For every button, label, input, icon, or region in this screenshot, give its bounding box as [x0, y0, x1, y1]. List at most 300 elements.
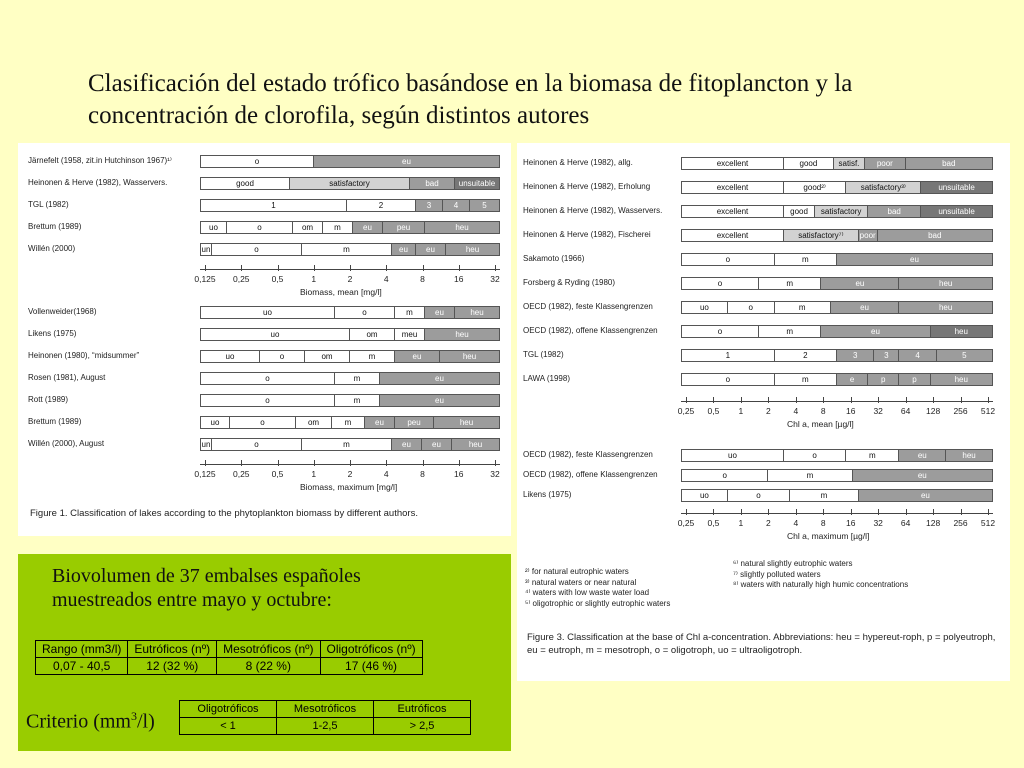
axis-tick-label: 0,25: [232, 469, 250, 479]
bar-segment: heu: [452, 438, 500, 451]
classification-bar: [200, 328, 500, 341]
biovolume-summary-box: [18, 554, 511, 751]
footnote: ²⁾ for natural eutrophic waters: [525, 567, 629, 576]
header-eutroficos: Eutróficos (nº): [128, 641, 217, 658]
axis-tick-label: 32: [873, 518, 883, 528]
bar-segment: heu: [440, 350, 500, 363]
bar-segment: 1: [681, 349, 775, 362]
criteria-value-meso: 1-2,5: [277, 718, 374, 735]
row-label: OECD (1982), feste Klassengrenzen: [523, 450, 653, 459]
bar-segment: eu: [416, 243, 446, 256]
bar-segment: eu: [380, 394, 500, 407]
axis-tick: [906, 397, 907, 403]
axis-tick: [961, 509, 962, 515]
bar-segment: m: [759, 277, 821, 290]
row-label: Sakamoto (1966): [523, 254, 585, 263]
footnote: ⁴⁾ waters with low waste water load: [525, 588, 650, 597]
bar-segment: 3: [837, 349, 874, 362]
axis-tick: [350, 460, 351, 466]
classification-bar: [681, 489, 993, 502]
criteria-value-eu: > 2,5: [374, 718, 471, 735]
bar-segment: m: [846, 449, 899, 462]
classification-bar: [200, 350, 500, 363]
axis-tick-label: 8: [420, 274, 425, 284]
axis-tick: [741, 509, 742, 515]
axis-tick-label: 2: [347, 469, 353, 479]
criteria-header-eu: Eutróficos: [374, 701, 471, 718]
classification-bar: [681, 449, 993, 462]
axis-tick-label: 0,125: [194, 274, 216, 284]
bar-segment: o: [200, 394, 335, 407]
bar-segment: eu: [395, 350, 440, 363]
row-label: Willén (2000), August: [28, 439, 105, 448]
axis-tick: [423, 460, 424, 466]
axis-tick: [961, 397, 962, 403]
bar-segment: eu: [837, 253, 993, 266]
classification-bar: [200, 243, 500, 256]
bar-segment: good: [200, 177, 290, 190]
bar-segment: m: [790, 489, 859, 502]
axis-tick-label: 1: [311, 469, 317, 479]
axis-tick: [686, 397, 687, 403]
axis-tick: [933, 397, 934, 403]
bar-segment: eu: [899, 449, 946, 462]
axis-tick-label: 4: [793, 518, 799, 528]
footnotes-right: [733, 559, 908, 591]
axis-tick-label: 32: [490, 274, 500, 284]
bar-segment: m: [332, 416, 365, 429]
bar-segment: uo: [200, 350, 260, 363]
title-line-2: concentración de clorofila, según distintos autores: [88, 102, 590, 129]
axis-tick-label: 1: [311, 274, 317, 284]
row-label: LAWA (1998): [523, 374, 570, 383]
axis-tick-label: 8: [420, 469, 425, 479]
axis-tick-label: 0,125: [194, 469, 216, 479]
bar-segment: heu: [455, 306, 500, 319]
bar-segment: uo: [681, 301, 728, 314]
bar-segment: o: [227, 221, 293, 234]
bar-segment: o: [260, 350, 305, 363]
axis-tick: [278, 460, 279, 466]
axis-tick-label: 128: [925, 518, 941, 528]
figure-3-caption: Figure 3. Classification at the base of Chl a-concentration. Abbreviations: heu = hypereut-roph, p = polyeutroph, eu = eutroph, m = mesotroph, o = oligotroph, uo = ultraoligotroph.: [527, 632, 996, 656]
axis-tick-label: 512: [980, 518, 996, 528]
bar-segment: m: [323, 221, 353, 234]
row-label: Järnefelt (1958, zit.in Hutchinson 1967)¹⁾: [28, 156, 172, 165]
criterio-label: [26, 709, 155, 734]
classification-bar: [681, 469, 993, 482]
row-label: TGL (1982): [523, 350, 564, 359]
bar-segment: satisfactory: [815, 205, 868, 218]
axis-title: Biomass, mean [mg/l]: [300, 287, 382, 297]
bar-segment: 3: [416, 199, 443, 212]
bar-segment: m: [335, 372, 380, 385]
bar-segment: heu: [899, 301, 993, 314]
bar-segment: eu: [314, 155, 500, 168]
axis-tick: [205, 460, 206, 466]
bar-segment: om: [296, 416, 332, 429]
classification-bar: [200, 438, 500, 451]
axis-tick: [241, 265, 242, 271]
axis-tick: [851, 509, 852, 515]
bar-segment: eu: [422, 438, 452, 451]
bar-segment: un: [201, 440, 211, 449]
axis-tick-label: 16: [454, 469, 464, 479]
bar-segment: o: [728, 489, 790, 502]
row-label: Willén (2000): [28, 244, 76, 253]
value-mesotroficos: 8 (22 %): [217, 658, 320, 675]
row-label: TGL (1982): [28, 200, 69, 209]
axis-tick: [314, 265, 315, 271]
row-label: Heinonen & Herve (1982), Fischerei: [523, 230, 651, 239]
bar-segment: good: [784, 157, 834, 170]
bar-segment: om: [350, 328, 395, 341]
axis-tick-label: 16: [845, 518, 856, 528]
axis-tick: [713, 397, 714, 403]
bar-segment: eu: [821, 277, 899, 290]
axis-tick-label: 0,5: [707, 518, 720, 528]
figure-1-biomass-classification: [18, 143, 511, 536]
bar-segment: poor: [859, 231, 876, 240]
classification-bar: [681, 301, 993, 314]
bar-segment: eu: [831, 301, 900, 314]
axis-tick-label: 2: [347, 274, 353, 284]
bar-segment: m: [775, 373, 837, 386]
bar-segment: m: [775, 301, 831, 314]
bar-segment: o: [335, 306, 395, 319]
row-label: Rott (1989): [28, 395, 69, 404]
bar-segment: bad: [906, 157, 993, 170]
axis-tick: [823, 397, 824, 403]
axis-tick: [741, 397, 742, 403]
axis-tick-label: 128: [925, 406, 941, 416]
bar-segment: om: [293, 221, 323, 234]
bar-segment: eu: [365, 416, 395, 429]
axis-tick: [314, 460, 315, 466]
bar-segment: heu: [446, 243, 500, 256]
bar-segment: m: [395, 306, 425, 319]
axis-tick-label: 4: [383, 274, 389, 284]
bar-segment: 5: [470, 199, 500, 212]
axis-tick-label: 32: [490, 469, 500, 479]
bar-segment: good: [784, 205, 815, 218]
bar-segment: o: [681, 325, 759, 338]
classification-bar: [681, 157, 993, 170]
figure-3-chlorophyll-classification: [517, 143, 1010, 681]
bar-segment: uo: [200, 306, 335, 319]
axis-tick: [686, 509, 687, 515]
bar-segment: uo: [200, 221, 227, 234]
bar-segment: m: [302, 243, 392, 256]
classification-bar: [200, 199, 500, 212]
axis-tick: [796, 397, 797, 403]
bar-segment: bad: [868, 205, 921, 218]
value-oligotroficos: 17 (46 %): [320, 658, 422, 675]
criteria-table: [179, 700, 471, 735]
row-label: Forsberg & Ryding (1980): [523, 278, 616, 287]
axis-tick-label: 16: [454, 274, 464, 284]
bar-segment: p: [899, 373, 930, 386]
classification-bar: [681, 277, 993, 290]
figure-1-caption: Figure 1. Classification of lakes according to the phytoplankton biomass by different authors.: [30, 508, 418, 519]
axis-tick-label: 2: [765, 518, 771, 528]
bar-segment: 1: [200, 199, 347, 212]
axis-tick: [241, 460, 242, 466]
axis-tick-label: 0,5: [707, 406, 720, 416]
axis-tick-label: 2: [765, 406, 771, 416]
axis-tick: [278, 265, 279, 271]
bar-segment: 3: [874, 349, 899, 362]
classification-bar: [681, 205, 993, 218]
axis-tick: [796, 509, 797, 515]
axis-tick-label: 0,25: [232, 274, 250, 284]
axis-tick-label: 8: [820, 518, 826, 528]
axis-line: [681, 401, 993, 402]
row-label: Vollenweider(1968): [28, 307, 97, 316]
bar-segment: excellent: [681, 205, 784, 218]
classification-bar: [681, 229, 993, 242]
axis-tick: [350, 265, 351, 271]
axis-tick: [988, 397, 989, 403]
axis-tick: [851, 397, 852, 403]
axis-tick: [386, 265, 387, 271]
row-label: OECD (1982), offene Klassengrenzen: [523, 326, 658, 335]
criteria-header-row: [180, 701, 471, 718]
bar-segment: o: [200, 155, 314, 168]
bar-segment: heu: [899, 277, 993, 290]
axis-tick: [386, 460, 387, 466]
bar-segment: excellent: [681, 181, 784, 194]
bar-segment: o: [681, 253, 775, 266]
bar-segment: o: [200, 372, 335, 385]
bar-segment: unsuitable: [455, 177, 500, 190]
bar-segment: 4: [443, 199, 470, 212]
footnote: ³⁾ natural waters or near natural: [525, 577, 637, 587]
biovolume-table: [35, 640, 423, 675]
axis-tick: [933, 509, 934, 515]
bar-segment: e: [837, 373, 868, 386]
bar-segment: o: [681, 469, 768, 482]
criteria-value-oligo: < 1: [180, 718, 277, 735]
axis: [677, 401, 996, 421]
axis-tick: [823, 509, 824, 515]
axis-title: Chl a, mean [µg/l]: [787, 419, 854, 429]
bar-segment: uo: [681, 449, 784, 462]
bar-segment: unsuitable: [921, 205, 993, 218]
bar-segment: uo: [200, 416, 230, 429]
bar-segment: m: [350, 350, 395, 363]
bar-segment: good²⁾: [784, 181, 846, 194]
axis-tick: [878, 509, 879, 515]
footnote: ⁸⁾ waters with naturally high humic concentrations: [733, 580, 909, 589]
axis-tick: [423, 265, 424, 271]
bar-segment: eu: [380, 372, 500, 385]
bar-segment: heu: [425, 328, 500, 341]
axis-tick-label: 256: [953, 406, 968, 416]
title-line-1: Clasificación del estado trófico basándose en la biomasa de fitoplancton y la: [88, 70, 853, 97]
bar-segment: 5: [937, 349, 993, 362]
criteria-header-oligo: Oligotróficos: [180, 701, 277, 718]
axis-tick: [495, 265, 496, 271]
classification-bar: [681, 349, 993, 362]
axis-tick: [768, 509, 769, 515]
axis-tick: [205, 265, 206, 271]
classification-bar: [200, 177, 500, 190]
biovolume-data-row: [36, 658, 423, 675]
biovolume-title: [52, 564, 361, 612]
bar-segment: bad: [410, 177, 455, 190]
bar-segment: 2: [347, 199, 416, 212]
row-label: Heinonen & Herve (1982), Wasservers.: [28, 178, 168, 187]
classification-bar: [681, 325, 993, 338]
bar-segment: om: [305, 350, 350, 363]
bar-segment: o: [212, 438, 302, 451]
axis-tick-label: 64: [900, 518, 911, 528]
axis-tick-label: 4: [383, 469, 389, 479]
axis-line: [681, 513, 993, 514]
value-eutroficos: 12 (32 %): [128, 658, 217, 675]
classification-bar: [200, 416, 500, 429]
axis-tick-label: 4: [793, 406, 799, 416]
bar-segment: o: [681, 373, 775, 386]
classification-bar: [681, 373, 993, 386]
axis-tick: [768, 397, 769, 403]
bar-segment: m: [302, 438, 392, 451]
bar-segment: poor: [865, 157, 906, 170]
bar-segment: m: [759, 325, 821, 338]
bar-segment: meu: [395, 328, 425, 341]
axis-tick: [713, 509, 714, 515]
bar-segment: excellent: [681, 157, 784, 170]
bar-segment: m: [768, 469, 852, 482]
classification-bar: [681, 181, 993, 194]
criterio-text: Criterio (mm: [26, 710, 131, 733]
bar-segment: peu: [383, 221, 425, 234]
header-rango: Rango (mm3/l): [36, 641, 128, 658]
bar-segment: heu: [425, 221, 500, 234]
row-label: Brettum (1989): [28, 222, 82, 231]
bar-segment: unsuitable: [921, 181, 993, 194]
axis-tick-label: 64: [900, 406, 911, 416]
axis-title: Chl a, maximum [µg/l]: [787, 531, 870, 541]
footnote: ⁶⁾ natural slightly eutrophic waters: [733, 559, 853, 568]
bar-segment: m: [335, 394, 380, 407]
biovolume-title-line-1: Biovolumen de 37 embalses españoles: [52, 565, 361, 587]
row-label: Heinonen & Herve (1982), Wasservers.: [523, 206, 663, 215]
axis-tick: [988, 509, 989, 515]
axis-tick-label: 1: [738, 406, 744, 416]
row-label: Heinonen (1980), “midsummer”: [28, 351, 140, 360]
row-label: Heinonen & Herve (1982), allg.: [523, 158, 633, 167]
bar-segment: o: [784, 449, 846, 462]
criteria-value-row: [180, 718, 471, 735]
criterio-unit-end: /l): [136, 710, 155, 733]
bar-segment: satisfactory: [290, 177, 410, 190]
axis-tick: [495, 460, 496, 466]
header-oligotroficos: Oligotróficos (nº): [320, 641, 422, 658]
classification-bar: [200, 306, 500, 319]
bar-segment: o: [728, 301, 775, 314]
footnote: ⁷⁾ slightly polluted waters: [733, 569, 821, 579]
bar-segment: uo: [681, 489, 728, 502]
axis-tick-label: 0,5: [271, 274, 284, 284]
value-rango: 0,07 - 40,5: [36, 658, 128, 675]
axis-tick-label: 1: [738, 518, 744, 528]
bar-segment: eu: [821, 325, 930, 338]
row-label: Likens (1975): [28, 329, 77, 338]
criterio-superscript: 3: [130, 709, 137, 723]
bar-segment: eu: [392, 243, 416, 256]
footnote: ⁵⁾ oligotrophic or slightly eutrophic waters: [525, 598, 671, 608]
axis: [677, 513, 996, 533]
axis-tick-label: 256: [953, 518, 968, 528]
bar-segment: eu: [859, 489, 993, 502]
bar-segment: un: [201, 245, 211, 254]
bar-segment: eu: [853, 469, 993, 482]
bar-segment: heu: [931, 373, 993, 386]
bar-segment: o: [681, 277, 759, 290]
classification-bar: [200, 155, 500, 168]
row-label: Likens (1975): [523, 490, 572, 499]
axis-tick-label: 32: [873, 406, 883, 416]
bar-segment: o: [230, 416, 296, 429]
bar-segment: heu: [931, 325, 993, 338]
row-label: Heinonen & Herve (1982), Erholung: [523, 182, 651, 191]
axis-tick-label: 0,25: [677, 518, 695, 528]
bar-segment: uo: [200, 328, 350, 341]
bar-segment: heu: [434, 416, 500, 429]
bar-segment: 4: [899, 349, 936, 362]
classification-bar: [200, 372, 500, 385]
classification-bar: [200, 221, 500, 234]
slide-title: [88, 68, 988, 132]
bar-segment: satisf.: [834, 157, 865, 170]
axis-tick: [459, 265, 460, 271]
bar-segment: p: [868, 373, 899, 386]
bar-segment: heu: [946, 449, 993, 462]
row-label: OECD (1982), feste Klassengrenzen: [523, 302, 653, 311]
axis-title: Biomass, maximum [mg/l]: [300, 482, 398, 492]
axis: [194, 269, 500, 289]
header-mesotroficos: Mesotróficos (nº): [217, 641, 320, 658]
footnotes-left: [525, 567, 670, 609]
row-label: Brettum (1989): [28, 417, 82, 426]
bar-segment: 2: [775, 349, 837, 362]
bar-segment: eu: [353, 221, 383, 234]
bar-segment: satisfactory³⁾: [846, 181, 921, 194]
axis-tick-label: 16: [845, 406, 856, 416]
bar-segment: eu: [392, 438, 422, 451]
bar-segment: m: [775, 253, 837, 266]
criteria-header-meso: Mesotróficos: [277, 701, 374, 718]
row-label: OECD (1982), offene Klassengrenzen: [523, 470, 658, 479]
row-label: Rosen (1981), August: [28, 373, 106, 382]
classification-bar: [681, 253, 993, 266]
classification-bar: [200, 394, 500, 407]
bar-segment: eu: [425, 306, 455, 319]
axis-tick-label: 8: [820, 406, 826, 416]
biovolume-header-row: [36, 641, 423, 658]
bar-segment: o: [212, 243, 302, 256]
bar-segment: excellent: [681, 229, 784, 242]
bar-segment: satisfactory⁷⁾: [784, 229, 859, 242]
axis-tick: [459, 460, 460, 466]
bar-segment: bad: [878, 229, 993, 242]
axis-tick-label: 512: [980, 406, 996, 416]
axis-tick: [906, 509, 907, 515]
axis-tick: [878, 397, 879, 403]
axis: [194, 464, 500, 484]
